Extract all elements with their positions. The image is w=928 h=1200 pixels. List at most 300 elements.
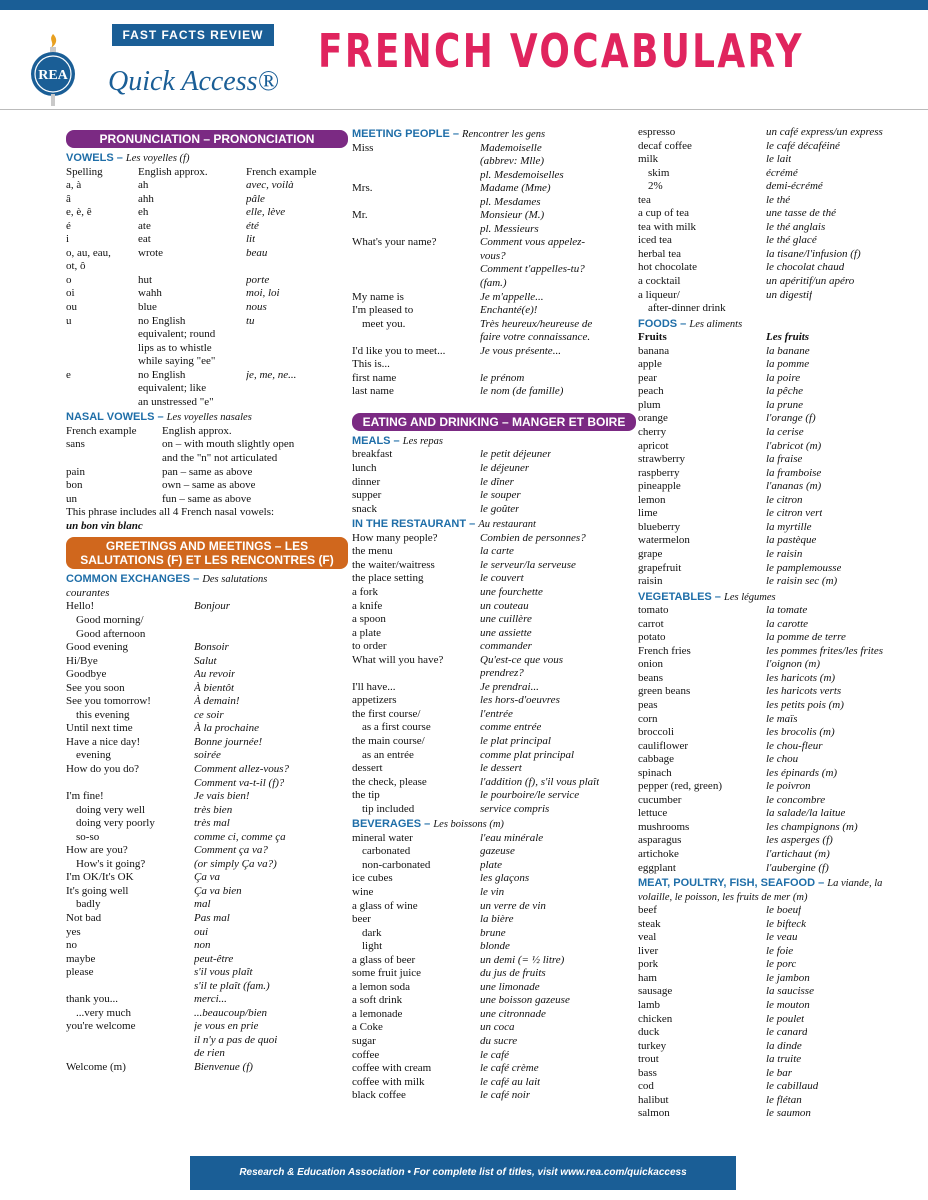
vocab-row (66, 980, 348, 994)
english-term: artichoke (638, 847, 679, 860)
french-term: le café (480, 1048, 510, 1061)
vowel-cell: u (66, 314, 72, 327)
vowel-cell: blue (138, 301, 157, 314)
english-term: peach (638, 385, 664, 398)
english-term: supper (352, 489, 382, 502)
french-term: le citron vert (766, 507, 823, 520)
english-term: tea (638, 193, 651, 206)
english-term (66, 777, 194, 791)
english-term: light (362, 940, 383, 953)
english-term: ham (638, 971, 657, 984)
english-term (66, 980, 194, 994)
french-term: la framboise (766, 466, 822, 479)
english-term: iced tea (638, 234, 672, 247)
vowel-cell: ou (66, 301, 77, 314)
vocab-row (638, 358, 906, 372)
french-term: les haricots (m) (766, 671, 836, 684)
english-term: meet you. (362, 317, 406, 330)
vocab-row (638, 180, 906, 194)
french-term: le dessert (480, 762, 522, 775)
french-term: Combien de personnes? (480, 531, 586, 544)
french-term: le bifteck (766, 917, 807, 930)
vowel-cell: no English (138, 368, 186, 381)
vocab-row (638, 507, 906, 521)
english-term: eggplant (638, 861, 676, 874)
french-term: pl. Mesdemoiselles (480, 168, 564, 181)
vocab-row (66, 790, 348, 804)
vocab-row (638, 399, 906, 413)
french-term: un couteau (480, 599, 529, 612)
english-term: as an entrée (362, 748, 414, 761)
vowel-cell: while saying "ee" (138, 355, 216, 368)
vocab-row (638, 1094, 906, 1108)
vocab-row (66, 912, 348, 926)
vocab-row (638, 140, 906, 154)
vocab-row (352, 223, 636, 237)
french-term: le citron (766, 493, 803, 506)
vowel-cell: i (66, 233, 70, 246)
english-term: lamb (638, 999, 660, 1011)
french-term: non (194, 939, 211, 952)
french-term: le pourboire/le service (480, 789, 580, 802)
fruits-list (638, 345, 906, 589)
vowel-cell: e, è, ê (66, 206, 92, 219)
english-term (352, 250, 480, 264)
vocab-row (638, 699, 906, 713)
french-term: un demi (= ½ litre) (480, 953, 565, 966)
vocab-row (638, 440, 906, 454)
vocab-row (66, 831, 348, 845)
english-term: What will you have? (352, 653, 444, 666)
vowel-row (66, 220, 348, 234)
english-term: beans (638, 671, 664, 684)
common-exchanges-list (66, 600, 348, 1074)
french-term: un verre de vin (480, 899, 546, 912)
french-term: blonde (480, 940, 510, 953)
vocab-row (66, 682, 348, 696)
vowel-row (66, 179, 348, 193)
vowel-cell: an unstressed "e" (138, 395, 214, 408)
page-header (0, 10, 928, 110)
french-term: le flétan (766, 1093, 802, 1106)
vocab-row (352, 954, 636, 968)
english-term: tomato (638, 604, 669, 617)
vowel-cell: wahh (138, 287, 162, 300)
page-title: FRENCH VOCABULARY (318, 24, 804, 78)
nasal-cell: English approx. (162, 424, 232, 437)
french-term: du jus de fruits (480, 967, 546, 980)
english-term: sausage (638, 985, 673, 998)
french-term: le plat principal (480, 734, 551, 747)
vocab-row (66, 600, 348, 614)
english-term: duck (638, 1026, 660, 1039)
french-term: l'ananas (m) (766, 480, 822, 493)
vegetables-list (638, 604, 906, 875)
french-term: une assiette (480, 626, 532, 639)
nasal-cell: on – with mouth slightly open (162, 438, 295, 451)
english-term: skim (648, 166, 670, 179)
vocab-row (638, 1013, 906, 1027)
french-term: le souper (480, 489, 521, 502)
vocab-row (66, 898, 348, 912)
vocab-row (638, 821, 906, 835)
english-term: How do you do? (66, 762, 140, 775)
english-term: corn (638, 712, 658, 725)
vocab-row (638, 575, 906, 589)
vocab-row (352, 994, 636, 1008)
english-term: French fries (638, 644, 691, 657)
english-term: Good morning/ (76, 613, 144, 626)
vocab-row (638, 645, 906, 659)
french-term: une limonade (480, 980, 540, 993)
english-term: carrot (638, 617, 664, 630)
vocab-row (352, 1035, 636, 1049)
vowel-cell: elle, lève (246, 206, 286, 219)
english-term: lime (638, 507, 658, 520)
french-term: la banane (766, 344, 810, 357)
english-term: non-carbonated (362, 858, 431, 871)
french-term: Bienvenue (f) (194, 1061, 253, 1073)
vowels-header-cell: Spelling (66, 165, 103, 178)
vocab-row (352, 1089, 636, 1103)
vocab-row (638, 945, 906, 959)
english-term: the menu (352, 545, 393, 558)
vocab-row (638, 1080, 906, 1094)
english-term: no (66, 939, 77, 952)
vowel-cell: equivalent; like (138, 382, 207, 395)
french-term: le vin (480, 885, 505, 898)
english-term: breakfast (352, 448, 393, 461)
french-term: la prune (766, 398, 803, 411)
english-term: cherry (638, 426, 667, 439)
vocab-row (66, 722, 348, 736)
vocab-row (66, 1047, 348, 1061)
english-term: maybe (66, 952, 96, 965)
vocab-row (352, 735, 636, 749)
vocab-row (352, 721, 636, 735)
vocab-row (638, 302, 906, 316)
meeting-people-list (352, 142, 636, 399)
french-term: Comment ça va? (194, 844, 268, 857)
french-term: très mal (194, 817, 230, 830)
french-term: le thé (766, 193, 791, 206)
english-term: chicken (638, 1012, 673, 1025)
vowel-cell: tu (246, 314, 255, 327)
english-term: some fruit juice (352, 967, 422, 980)
vowel-cell: wrote (138, 246, 164, 259)
vowel-row (66, 274, 348, 288)
english-term: a lemonade (352, 1007, 403, 1020)
french-term: la salade/la laitue (766, 807, 846, 820)
english-term: black coffee (352, 1089, 406, 1102)
english-term: orange (638, 412, 668, 425)
vocab-row (352, 967, 636, 981)
french-term: prendrez? (480, 667, 524, 680)
vocab-row (66, 763, 348, 777)
vowel-row (66, 233, 348, 247)
vowels-header-row (66, 166, 348, 180)
vowel-cell (66, 342, 138, 356)
english-term: Welcome (m) (66, 1061, 126, 1073)
english-term: spinach (638, 766, 672, 779)
vocab-row (638, 1053, 906, 1067)
english-term: a liqueur/ (638, 288, 680, 301)
french-term: mal (194, 898, 211, 911)
english-term: salmon (638, 1107, 670, 1120)
french-term: l'artichaut (m) (766, 847, 830, 860)
english-term: broccoli (638, 726, 675, 739)
vowel-cell: eh (138, 206, 149, 219)
vowel-cell (66, 396, 138, 410)
french-term: Je m'appelle... (480, 290, 544, 303)
nasal-note: This phrase includes all 4 French nasal vowels: (66, 506, 275, 519)
vocab-row (352, 236, 636, 250)
nasal-row (66, 479, 348, 493)
english-term: yes (66, 925, 81, 938)
french-term: Bonjour (194, 600, 231, 613)
vocab-row (352, 1049, 636, 1063)
english-term: veal (638, 931, 657, 944)
nasal-row (66, 425, 348, 439)
french-term: brune (480, 926, 506, 939)
vocab-row (638, 1067, 906, 1081)
french-term: un apéritif/un apéro (766, 275, 855, 288)
english-term: the tip (352, 789, 380, 802)
vocab-row (352, 182, 636, 196)
vowel-cell: nous (246, 301, 267, 314)
vocab-row (352, 681, 636, 695)
french-term: À la prochaine (194, 722, 259, 735)
english-term: as a first course (362, 721, 431, 734)
vocab-row (638, 453, 906, 467)
vowel-cell: o, au, eau, (66, 246, 111, 259)
french-term: la tisane/l'infusion (f) (766, 247, 861, 260)
french-term: Comment allez-vous? (194, 762, 290, 775)
vocab-row (638, 153, 906, 167)
english-term: 2% (648, 180, 663, 193)
french-term: la carotte (766, 617, 809, 630)
french-term: Madame (Mme) (480, 182, 551, 195)
french-term: gazeuse (480, 845, 515, 858)
nasal-vowels-subheading: NASAL VOWELS – Les voyelles nasales (66, 411, 252, 424)
nasal-row (66, 493, 348, 507)
french-term: l'orange (f) (766, 412, 816, 425)
french-term: Bonsoir (194, 641, 229, 654)
english-term: mushrooms (638, 820, 690, 833)
english-term: mineral water (352, 831, 413, 844)
english-term: first name (352, 371, 397, 384)
french-term: s'il te plaît (fam.) (194, 979, 270, 992)
vocab-row (638, 372, 906, 386)
english-term: plum (638, 398, 661, 411)
french-term: Mademoiselle (480, 141, 542, 154)
english-term: dessert (352, 762, 383, 775)
english-term: raisin (638, 575, 663, 588)
english-term: Not bad (66, 911, 102, 924)
french-term: le café noir (480, 1089, 531, 1102)
vocab-row (352, 304, 636, 318)
nasal-row (66, 438, 348, 452)
vocab-row (352, 900, 636, 914)
vocab-row (66, 1007, 348, 1021)
vowel-cell: lips as to whistle (138, 341, 212, 354)
french-term: comme plat principal (480, 748, 575, 761)
vocab-row (352, 981, 636, 995)
english-term: appetizers (352, 694, 397, 707)
english-term: ...very much (76, 1006, 131, 1019)
vocab-row (638, 999, 906, 1013)
english-term: a fork (352, 585, 378, 598)
english-term: I'd like you to meet... (352, 344, 446, 357)
french-term: À bientôt (194, 681, 235, 694)
french-term: Qu'est-ce que vous (480, 653, 563, 666)
vocab-row (352, 927, 636, 941)
vocab-row (638, 248, 906, 262)
english-term: I'm pleased to (352, 304, 414, 317)
french-term: la myrtille (766, 520, 812, 533)
vowel-cell: ate (138, 219, 151, 232)
english-term: steak (638, 917, 661, 930)
english-term: you're welcome (66, 1020, 136, 1033)
french-term: le porc (766, 958, 797, 971)
french-term: la saucisse (766, 985, 814, 998)
vocab-row (66, 939, 348, 953)
english-term: banana (638, 344, 670, 357)
french-term: le thé glacé (766, 234, 817, 247)
english-term: dinner (352, 475, 381, 488)
vowel-cell: pâle (246, 192, 265, 205)
vocab-row (638, 521, 906, 535)
english-term: sugar (352, 1035, 376, 1047)
french-term: la dinde (766, 1039, 802, 1052)
french-term: l'oignon (m) (766, 658, 820, 671)
french-term: le lait (766, 153, 792, 166)
vocab-row (352, 545, 636, 559)
vocab-row (66, 1020, 348, 1034)
vocab-row (638, 345, 906, 359)
vocab-row (352, 940, 636, 954)
nasal-cell: and the "n" not articulated (162, 452, 278, 465)
nasal-cell: fun – same as above (162, 492, 252, 505)
english-term: Hi/Bye (66, 654, 98, 667)
vowel-cell: hut (138, 273, 153, 286)
vowel-cell: â (66, 192, 71, 205)
french-term: la cerise (766, 426, 804, 439)
french-term: le goûter (480, 502, 520, 515)
french-term: un café express/un express (766, 126, 883, 138)
english-term: espresso (638, 126, 676, 138)
french-term: Ça va bien (194, 884, 242, 897)
beverages-subheading: BEVERAGES – Les boissons (m) (352, 818, 504, 831)
vocab-row (352, 358, 636, 372)
french-term: la pomme (766, 358, 810, 371)
vocab-row (66, 885, 348, 899)
foods-subheading: FOODS – Les aliments (638, 317, 743, 330)
french-term: le prénom (480, 371, 525, 384)
vocab-row (352, 385, 636, 399)
french-term: le foie (766, 944, 794, 957)
vocab-row (352, 196, 636, 210)
english-term: to order (352, 640, 387, 653)
vocab-row (352, 776, 636, 790)
french-term: Bonne journée! (194, 735, 263, 748)
english-term: I'm OK/It's OK (66, 871, 134, 884)
french-term: il n'y a pas de quoi (194, 1033, 278, 1046)
vowel-row (66, 206, 348, 220)
french-term: les pommes frites/les frites (766, 644, 884, 657)
vocab-row (638, 494, 906, 508)
vocab-row (638, 672, 906, 686)
vocab-row (638, 548, 906, 562)
vocab-row (352, 1076, 636, 1090)
vocab-row (638, 972, 906, 986)
vocab-row (352, 250, 636, 264)
english-term: a lemon soda (352, 980, 411, 993)
vocab-row (638, 794, 906, 808)
english-term: I'll have... (352, 680, 396, 693)
french-term: très bien (194, 803, 233, 816)
vocab-row (352, 277, 636, 291)
nasal-cell: bon (66, 479, 83, 492)
drinks-list (638, 126, 906, 316)
english-term (352, 667, 480, 681)
vocab-row (638, 834, 906, 848)
french-term: la fraise (766, 453, 803, 466)
vocab-row (638, 753, 906, 767)
english-term: asparagus (638, 834, 682, 847)
vocab-row (638, 780, 906, 794)
french-term: le mouton (766, 999, 810, 1011)
french-term: le saumon (766, 1107, 811, 1120)
vocab-row (352, 489, 636, 503)
vocab-row (638, 1040, 906, 1054)
english-term (352, 331, 480, 345)
vocab-row (352, 667, 636, 681)
english-term: the place setting (352, 572, 424, 585)
english-term (352, 155, 480, 169)
vocab-row (66, 1061, 348, 1075)
english-term: Have a nice day! (66, 735, 141, 748)
vocab-row (352, 627, 636, 641)
english-term: lemon (638, 493, 666, 506)
french-term: l'entrée (480, 707, 513, 720)
french-term: une cuillère (480, 613, 532, 626)
english-term (352, 277, 480, 291)
vowel-cell: lit (246, 233, 256, 246)
top-color-bar (0, 0, 928, 10)
vowel-cell: e (66, 368, 71, 381)
english-term: evening (76, 749, 111, 762)
english-term: What's your name? (352, 236, 437, 249)
english-term: Goodbye (66, 668, 107, 681)
english-term: so-so (76, 830, 100, 843)
vowel-cell: eat (138, 233, 151, 246)
english-term: watermelon (638, 534, 690, 547)
vocab-row (352, 559, 636, 573)
english-term: Mrs. (352, 182, 373, 195)
vowel-cell: é (66, 219, 71, 232)
vocab-row (638, 604, 906, 618)
vocab-row (66, 628, 348, 642)
french-term: le pamplemousse (766, 561, 842, 574)
english-term (352, 196, 480, 210)
french-term: le boeuf (766, 904, 802, 917)
french-term: les petits pois (m) (766, 698, 844, 711)
english-term: last name (352, 385, 394, 398)
vowel-cell: porte (246, 273, 270, 286)
english-term: badly (76, 898, 101, 911)
vowel-cell (66, 355, 138, 369)
